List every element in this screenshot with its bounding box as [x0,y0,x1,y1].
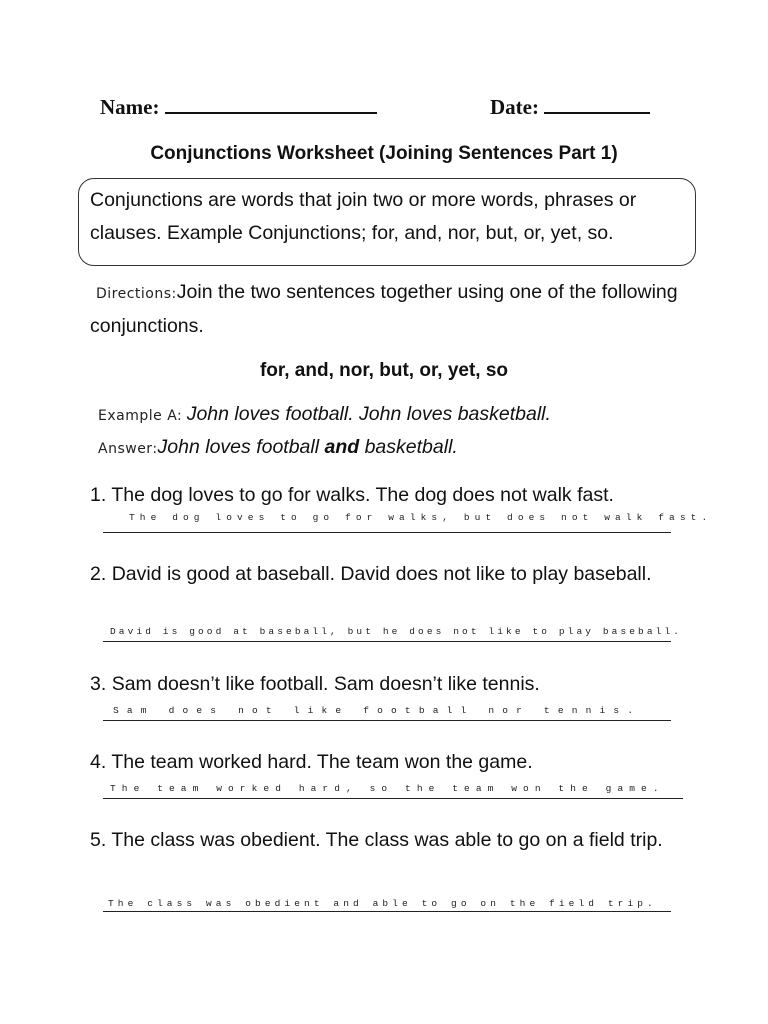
worksheet-title: Conjunctions Worksheet (Joining Sentences Part 1) [150,143,618,164]
example-label: Example A: [98,408,183,424]
conjunction-list: for, and, nor, but, or, yet, so [259,360,509,381]
answer-line-5[interactable] [103,898,671,912]
example-sentence: John loves football. John loves basketball. [186,403,551,425]
question-number: 3. [90,673,107,695]
definition-text: Conjunctions are words that join two or more words, phrases or clauses. Example Conjunctions; for, and, nor, but, or, yet, so. [90,189,637,244]
answer-text: Sam does not like football nor tennis. [113,705,642,716]
date-blank-line[interactable] [544,92,650,114]
answer-part-1: John loves football [157,436,325,458]
answer-text: The dog loves to go for walks, but does not walk fast. [129,512,713,523]
answer-part-2: basketball. [359,436,458,458]
name-label: Name: [100,95,160,119]
question-number: 4. [90,751,107,773]
date-field [490,92,650,120]
answer-conjunction: and [324,436,360,458]
example-a [98,403,551,426]
answer-line-1[interactable] [103,512,713,533]
question-number: 5. [90,829,107,851]
directions-label: Directions: [96,286,177,302]
question-prompt: David is good at baseball. David does not like to play baseball. [111,563,652,585]
answer-line-2[interactable] [103,626,683,642]
name-blank-line[interactable] [165,92,377,114]
question-prompt: The team worked hard. The team won the game. [111,751,533,773]
question-prompt: The dog loves to go for walks. The dog does not walk fast. [111,484,614,506]
answer-line-4[interactable] [103,783,683,799]
question-number: 1. [90,484,107,506]
example-answer [98,436,458,459]
answer-text: The class was obedient and able to go on the field trip. [108,898,657,909]
question-1 [90,479,690,511]
question-4 [90,746,690,778]
directions [90,276,690,342]
question-5 [90,824,690,856]
question-number: 2. [90,563,107,585]
question-3 [90,668,690,700]
question-2 [90,558,690,590]
directions-text: Join the two sentences together using one of the following conjunctions. [90,281,678,337]
answer-line-3[interactable] [103,705,671,721]
question-prompt: Sam doesn’t like football. Sam doesn’t like tennis. [111,673,540,695]
answer-label: Answer: [98,441,158,457]
name-field [100,92,377,120]
question-prompt: The class was obedient. The class was able to go on a field trip. [111,829,663,851]
answer-text: David is good at baseball, but he does not like to play baseball. [110,626,683,637]
date-label: Date: [490,95,539,119]
answer-text: The team worked hard, so the team won the game. [110,783,665,794]
